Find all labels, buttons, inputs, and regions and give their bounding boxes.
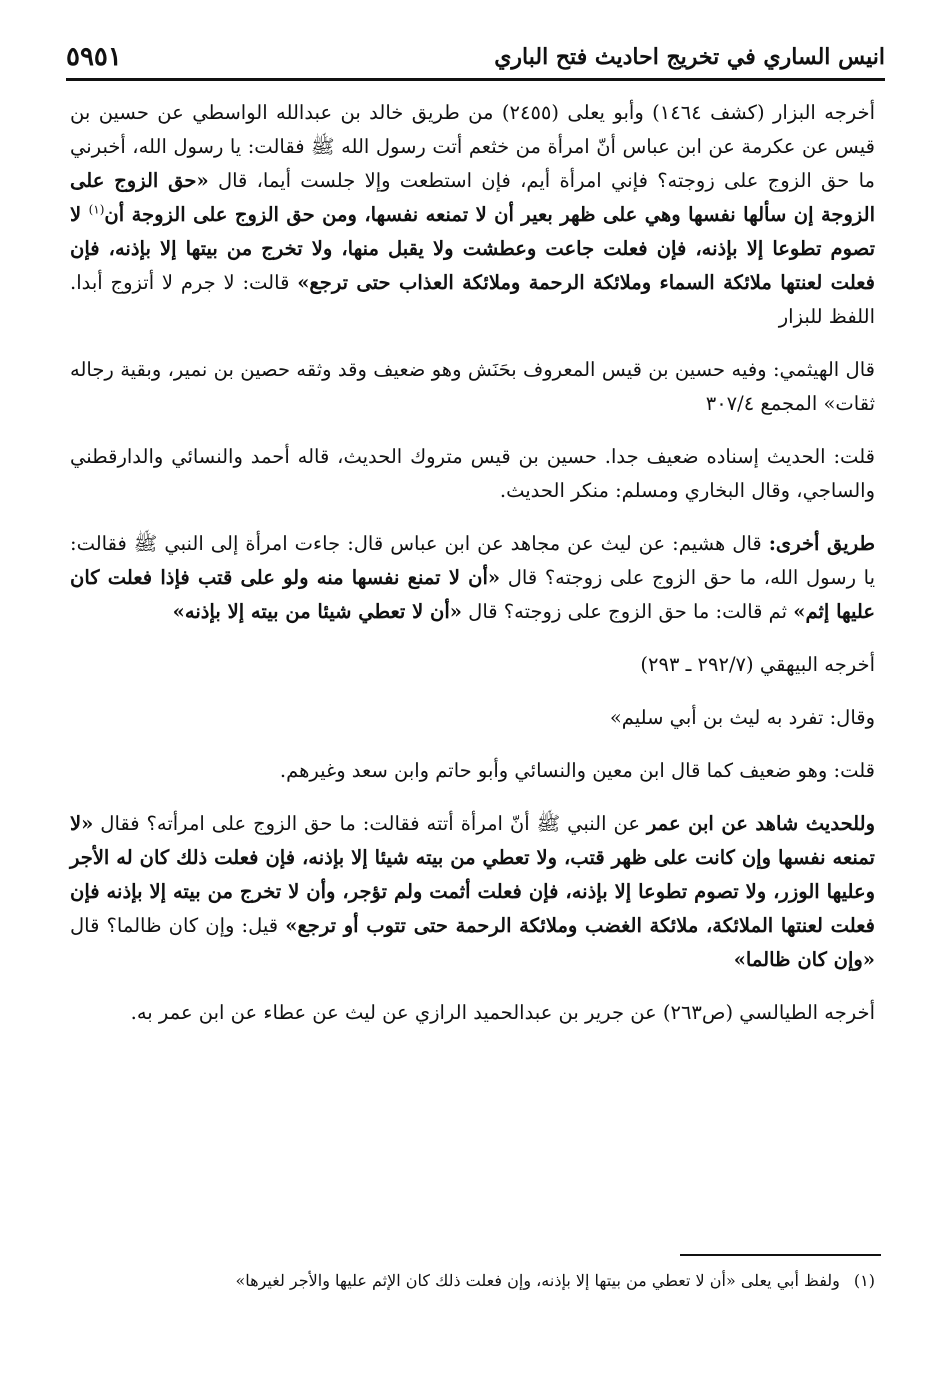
paragraph-3: قلت: الحديث إسناده ضعيف جدا. حسين بن قيس متروك الحديث، قاله أحمد والنسائي والدارقطني والساجي، وقال البخاري ومسلم: منكر الحديث.: [70, 445, 875, 502]
p8-heading: وللحديث شاهد عن ابن عمر: [646, 812, 875, 835]
paragraph-8: [70, 807, 875, 977]
p4-text-b: ثم قالت: ما حق الزوج على زوجته؟ قال: [461, 600, 794, 623]
p4-hadith-text: «أن لا تمنع نفسها منه ولو على قتب فإذا فعلت كان عليها إثم»: [70, 566, 875, 623]
p4-hadith-text-2: «أن لا تعطي شيئا من بيته إلا بإذنه»: [172, 600, 462, 623]
paragraph-6: وقال: تفرد به ليث بن أبي سليم»: [609, 706, 875, 729]
footnote: [70, 1268, 875, 1294]
paragraph-7: قلت: وهو ضعيف كما قال ابن معين والنسائي وأبو حاتم وابن سعد وغيرهم.: [279, 759, 875, 782]
p8-hadith-text-2: «وإن كان ظالما»: [733, 948, 875, 971]
p1-text-b: قالت: لا جرم لا أتزوج أبدا. اللفظ للبزار: [70, 271, 875, 328]
footnote-marker[interactable]: (١): [88, 202, 105, 217]
page-header: [66, 28, 885, 81]
footnote-text: ولفظ أبي يعلى «أن لا تعطي من بيتها إلا بإذنه، وإن فعلت ذلك كان الإثم عليها والأجر لغيرها»: [235, 1271, 840, 1290]
paragraph-2: قال الهيثمي: وفيه حسين بن قيس المعروف بحَنَش وهو ضعيف وقد وثقه حصين بن نمير، وبقية رجاله ثقات» المجمع ٣٠٧/٤: [70, 358, 875, 415]
p4-text-a: قال هشيم: عن ليث عن مجاهد عن ابن عباس قال: جاءت امرأة إلى النبي ﷺ فقالت: يا رسول الله، ما حق الزوج على زوجته؟ قال: [70, 532, 875, 589]
p8-hadith-text: «لا تمنعه نفسها وإن كانت على ظهر قتب، ولا تعطي من بيته شيئا إلا بإذنه، فإن فعلت ذلك كان له الأجر وعليها الوزر، ولا تصوم تطوعا إلا بإذنه، فإن فعلت أثمت ولم تؤجر، وأن لا تخرج من بيته إلا بإذنه فإن فعلت لعنتها الملائكة، ملائكة الغضب وملائكة الرحمة حتى تتوب أو ترجع»: [70, 812, 875, 937]
p1-hadith-text: «حق الزوج على الزوجة إن سألها نفسها وهي على ظهر بعير أن لا تمنعه نفسها، ومن حق الزوج على الزوجة أن: [70, 169, 875, 226]
paragraph-4: [70, 527, 875, 629]
page-number: ٥٩٥١: [66, 42, 122, 72]
footnote-number: (١): [853, 1271, 875, 1290]
p8-text-b: قيل: وإن كان ظالما؟ قال: [70, 914, 286, 937]
p1-hadith-text-cont: لا تصوم تطوعا إلا بإذنه، فإن فعلت جاعت وعطشت ولا يقبل منها، ولا تخرج من بيتها إلا بإذنه، فإن فعلت لعنتها ملائكة السماء وملائكة الرحمة وملائكة العذاب حتى ترجع»: [70, 203, 875, 294]
book-title: انيس الساري في تخريج احاديث فتح الباري: [494, 44, 885, 70]
p1-text-a: أخرجه البزار (كشف ١٤٦٤) وأبو يعلى (٢٤٥٥) من طريق خالد بن عبدالله الواسطي عن حسين بن قيس عن عكرمة عن ابن عباس أنّ امرأة من خثعم أتت رسول الله ﷺ فقالت: يا رسول الله، أخبرني ما حق الزوج على زوجته؟ فإني امرأة أيم، فإن استطعت وإلا جلست أيما، قال: [70, 101, 875, 192]
footnote-divider: [680, 1254, 881, 1256]
paragraph-5: أخرجه البيهقي (٢٩٢/٧ ـ ٢٩٣): [640, 653, 875, 676]
p4-heading: طريق أخرى:: [768, 532, 875, 555]
paragraph-1: [70, 96, 875, 334]
paragraph-9: أخرجه الطيالسي (ص٢٦٣) عن جرير بن عبدالحميد الرازي عن ليث عن عطاء عن ابن عمر به.: [130, 1001, 875, 1024]
main-text: [70, 96, 875, 1049]
p8-text-a: عن النبي ﷺ أنّ امرأة أتته فقالت: ما حق الزوج على امرأته؟ فقال: [93, 812, 647, 835]
